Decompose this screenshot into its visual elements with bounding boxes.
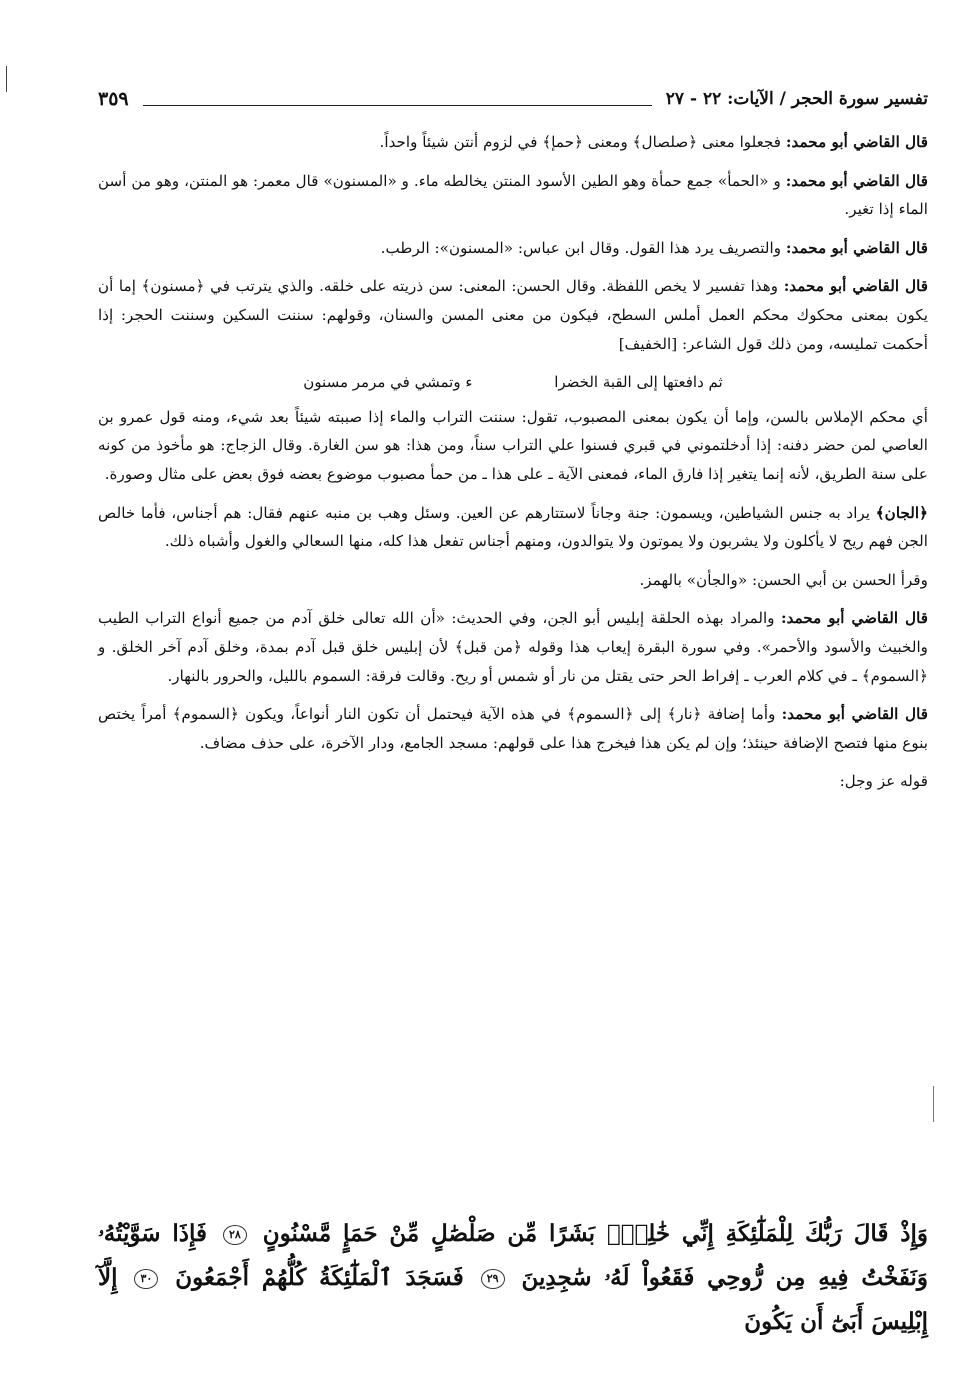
paragraph bbox=[98, 403, 928, 489]
paragraph-text: و «الحمأ» جمع حمأة وهو الطين الأسود المنتن يخالطه ماء. و «المسنون» قال معمر: هو المنتن، وهو من أسن الماء إذا تغير. bbox=[98, 171, 928, 219]
paragraph bbox=[98, 128, 928, 157]
speaker-label: قال القاضي أبو محمد: bbox=[781, 609, 928, 628]
ayah-number: ٣٠ bbox=[134, 1269, 158, 1289]
paragraph-text: والتصريف يرد هذا القول. وقال ابن عباس: «المسنون»: الرطب. bbox=[380, 238, 786, 257]
speaker-label: ﴿الجان﴾ bbox=[875, 503, 928, 522]
poem-verse bbox=[98, 368, 928, 397]
paragraph bbox=[98, 167, 928, 224]
speaker-label: قال القاضي أبو محمد: bbox=[785, 133, 928, 151]
paragraph bbox=[98, 234, 928, 263]
speaker-label: قال القاضي أبو محمد: bbox=[783, 277, 928, 296]
margin-mark bbox=[933, 1086, 934, 1122]
quran-verse-text: وَإِذْ قَالَ رَبُّكَ لِلْمَلَٰٓئِكَةِ إِنِّي خَٰلِقُۢ بَشَرًا مِّن صَلْصَٰلٍ مِّنْ حَمَإٍ مَّسْنُونٍ bbox=[262, 1220, 928, 1247]
paragraph-text: وقرأ الحسن بن أبي الحسن: «والجأن» بالهمز. bbox=[639, 570, 928, 589]
poem-hemistich-first: ثم دافعتها إلى القبة الخضرا bbox=[554, 373, 723, 392]
ayah-number: ٢٨ bbox=[223, 1225, 247, 1245]
quran-verse-text: إِلَّآ إِبْلِيسَ أَبَىٰٓ أَن يَكُونَ bbox=[98, 1264, 928, 1335]
quran-text bbox=[98, 1212, 928, 1344]
header-rule bbox=[143, 93, 652, 106]
margin-mark bbox=[6, 66, 7, 92]
paragraph bbox=[98, 566, 928, 595]
verse-intro: قوله عز وجل: bbox=[839, 772, 928, 791]
paragraph-text: وأما إضافة ﴿نار﴾ إلى ﴿السموم﴾ في هذه الآية فيحتمل أن تكون النار أنواعاً، ويكون ﴿السموم﴾ أمراً يختص بنوع منها فتصح الإضافة حينئذ؛ وإن لم يكن هذا فيخرج هذا على قولهم: مسجد الجامع، ودار الآخرة، على حذف مضاف. bbox=[98, 705, 928, 752]
paragraph bbox=[98, 499, 928, 556]
paragraph bbox=[98, 272, 928, 358]
paragraph-text: فجعلوا معنى ﴿صلصال﴾ ومعنى ﴿حمإ﴾ في لزوم أنتن شيئاً واحداً. bbox=[379, 133, 786, 151]
paragraph-text: أي محكم الإملاس بالسن، وإما أن يكون بمعنى المصبوب، تقول: سننت التراب والماء إذا صببته شيئاً بعد شيء، ومنه قول عمرو بن العاصي لمن حضر دفنه: إذا أدخلتموني في قبري فسنوا علي التراب سناً، ومن هذا: هو سن الغارة. وقال الزجاج: هو مأخوذ من كونه على سنة الطريق، لأنه إنما يتغير إذا فارق الماء، فمعنى الآية ـ على هذا ـ من حمأ مصبوب موضوع بعضه فوق بعض على مثال وصورة. bbox=[98, 407, 928, 483]
running-title: تفسير سورة الحجر / الآيات: ٢٢ - ٢٧ bbox=[665, 89, 928, 109]
paragraph-text: وهذا تفسير لا يخص اللفظة. وقال الحسن: المعنى: سن ذريته على خلقه. والذي يترتب في ﴿مسنون﴾ إما أن يكون بمعنى محكوك محكم العمل أملس السطح، فيكون من معنى المسن والسنان، وقولهم: سننت السكين وسننت الحجر: إذا أحكمت تمليسه، ومن ذلك قول الشاعر: [الخفيف] bbox=[98, 277, 928, 353]
paragraph-text: يراد به جنس الشياطين، ويسمون: جنة وجاناً لاستتارهم عن العين. وسئل وهب بن منبه عنهم فقال: هم أجناس، فأما خالص الجن فهم ريح لا يأكلون ولا يشربون ولا يموتون ولا يتوالدون، ومنهم أجناس تفعل هذا كله، منها السعالي والغول وأشباه ذلك. bbox=[98, 503, 928, 551]
paragraph-text: والمراد بهذه الحلقة إبليس أبو الجن، وفي الحديث: «أن الله تعالى خلق آدم من جميع أنواع التراب الطيب والخبيث والأسود والأحمر». وفي سورة البقرة إيعاب هذا وقوله ﴿من قبل﴾ لأن إبليس خلق قبل آدم بمدة، وخلق آدم آخر الخلق. و ﴿السموم﴾ ـ في كلام العرب ـ إفراط الحر حتى يقتل من نار أو شمس أو ريح. وقالت فرقة: السموم بالليل، والحرور بالنهار. bbox=[98, 609, 928, 685]
commentary-body bbox=[98, 128, 928, 806]
ayah-number: ٢٩ bbox=[481, 1269, 505, 1289]
page-number: ٣٥٩ bbox=[98, 88, 129, 110]
quran-verse-text: فَسَجَدَ ٱلْمَلَٰٓئِكَةُ كُلُّهُمْ أَجْمَعُونَ bbox=[175, 1264, 464, 1291]
speaker-label: قال القاضي أبو محمد: bbox=[781, 705, 928, 724]
page-header bbox=[98, 84, 928, 114]
paragraph bbox=[98, 604, 928, 690]
poem-hemistich-second: ء وتمشي في مرمر مسنون bbox=[303, 373, 473, 392]
paragraph bbox=[98, 700, 928, 757]
quran-verse-text: فَإِذَا سَوَّيْتُهُۥ وَنَفَخْتُ فِيهِ مِن رُّوحِي فَقَعُواْ لَهُۥ سَٰجِدِينَ bbox=[98, 1220, 928, 1291]
speaker-label: قال القاضي أبو محمد: bbox=[785, 238, 928, 257]
speaker-label: قال القاضي أبو محمد: bbox=[785, 171, 928, 190]
